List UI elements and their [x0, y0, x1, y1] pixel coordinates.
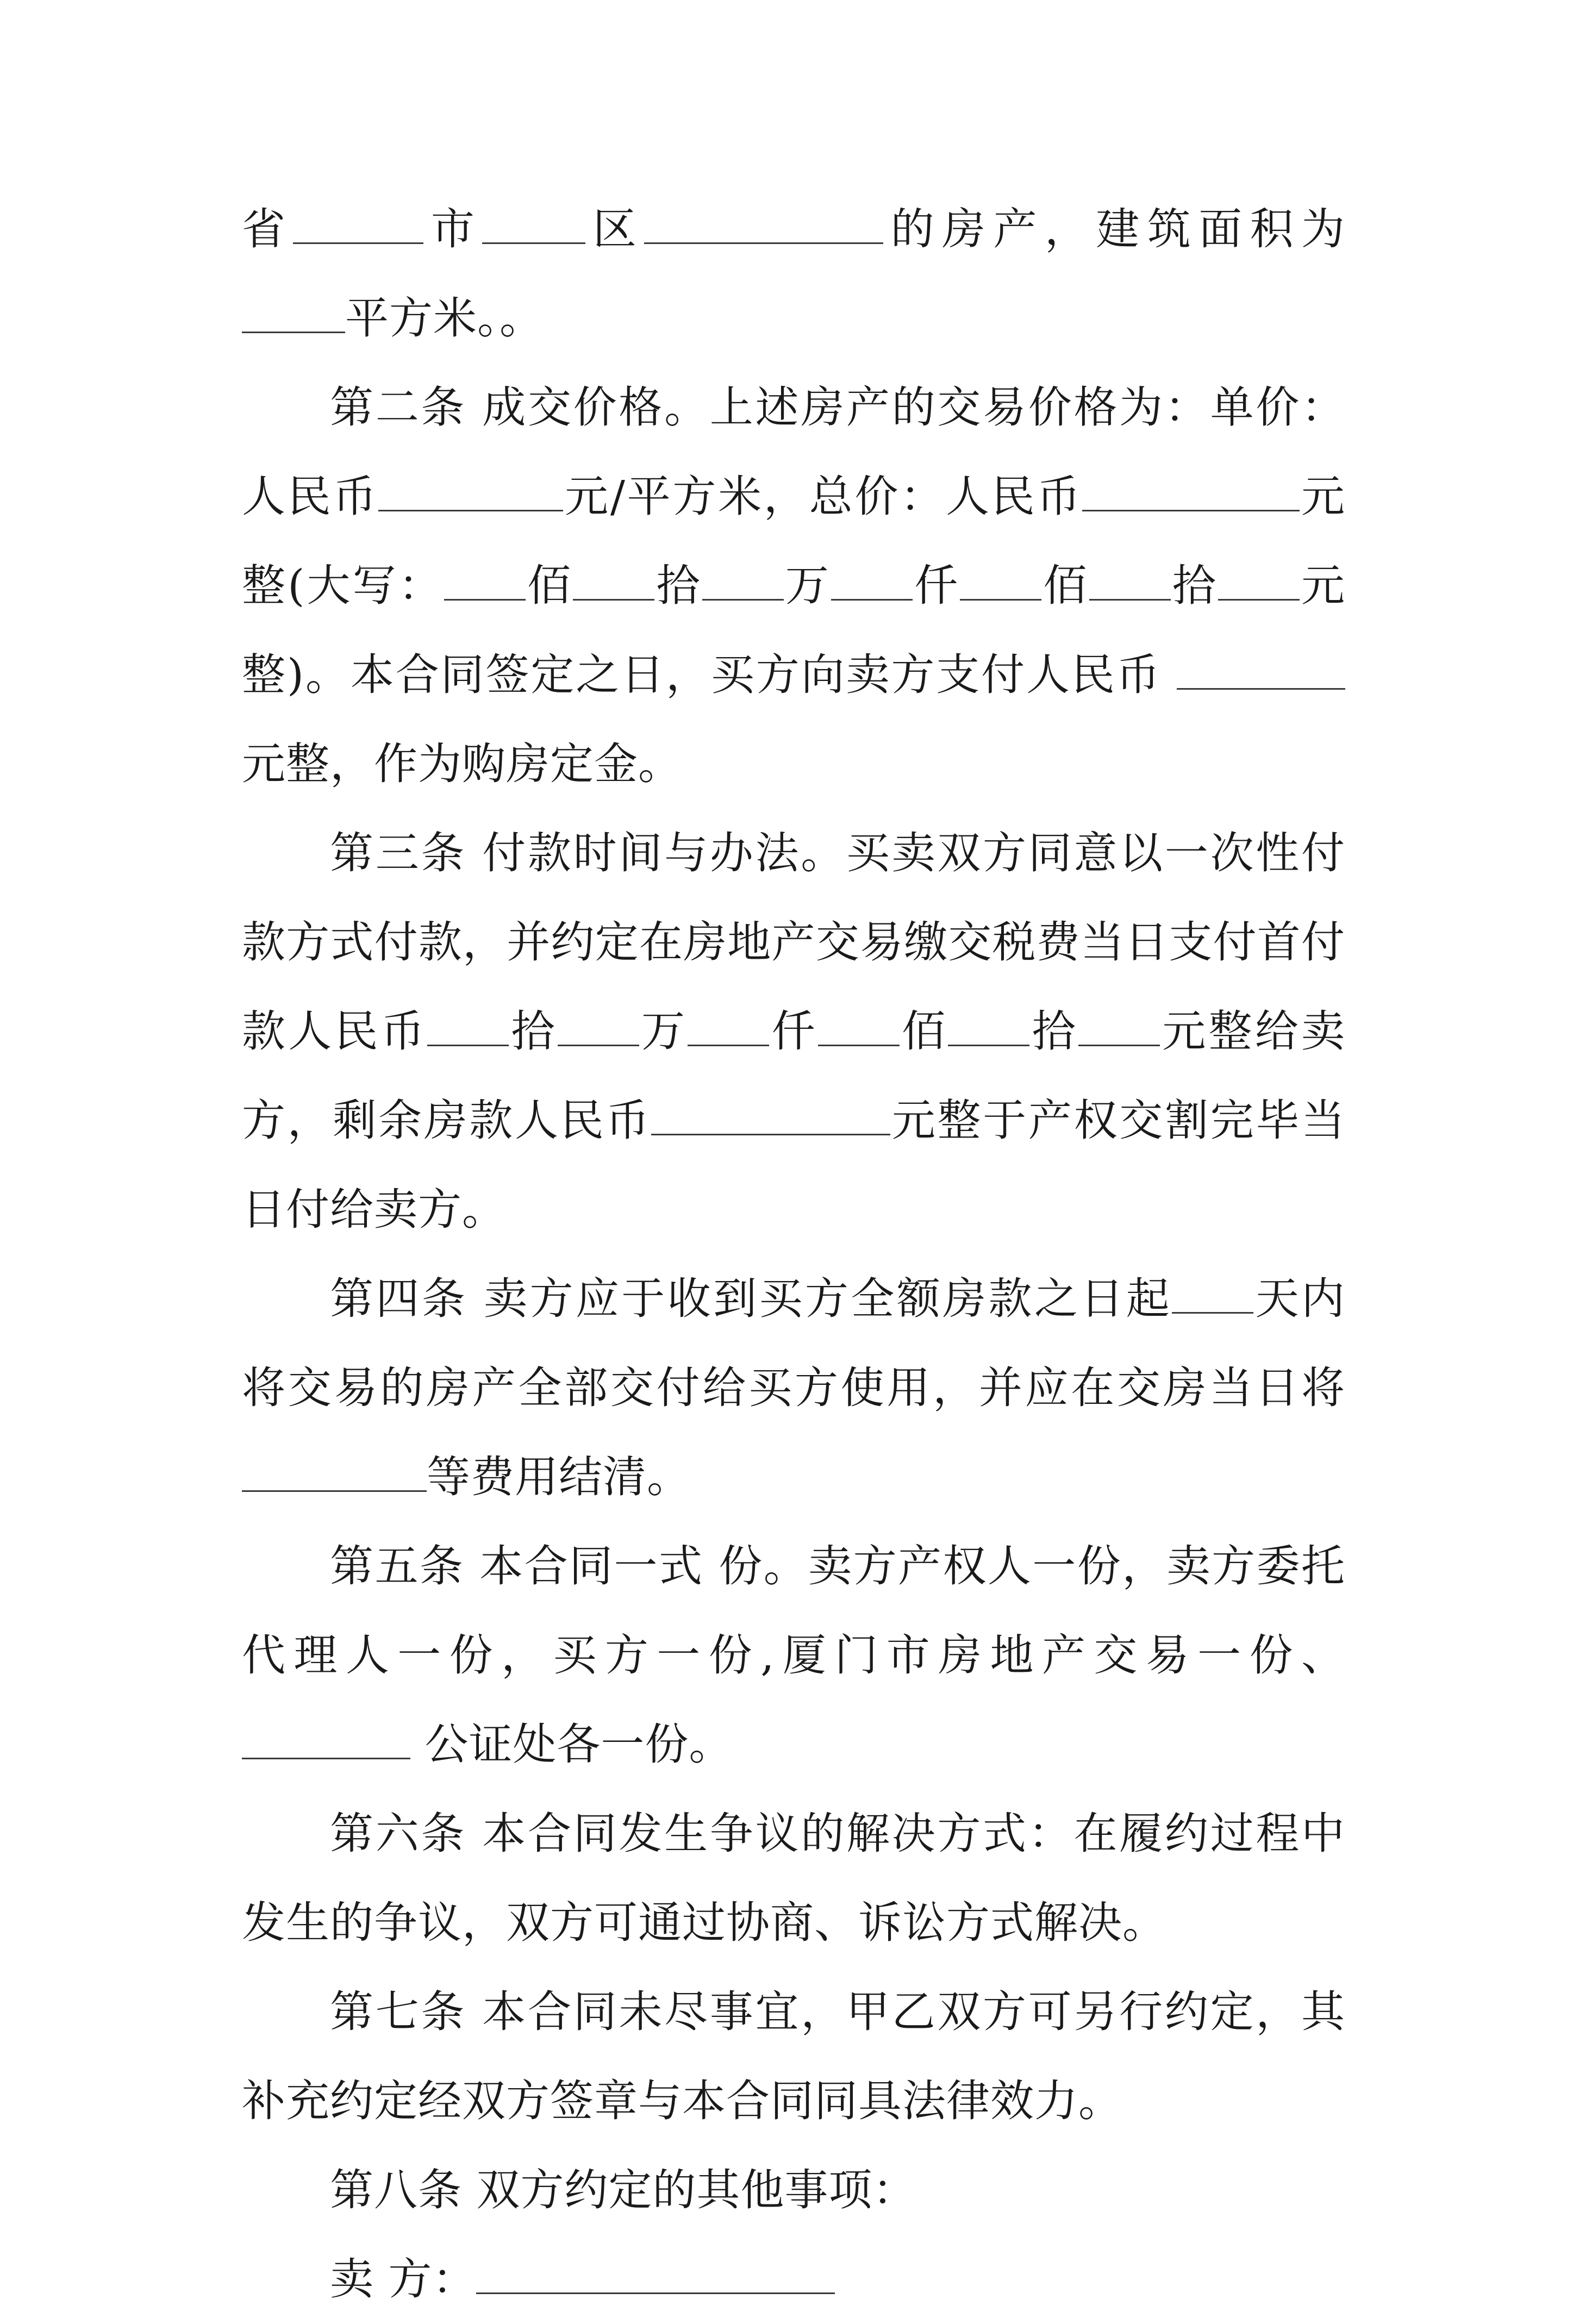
digit-blank	[960, 563, 1041, 601]
digit-label: 佰	[1041, 560, 1089, 611]
digit-label: 拾	[1029, 1006, 1078, 1057]
digit-blank	[444, 563, 526, 601]
digit-label: 拾	[1170, 560, 1218, 611]
district-blank	[644, 206, 883, 244]
digit-blank	[688, 1008, 769, 1046]
digit-label: 佰	[899, 1006, 948, 1057]
clause-4-text-3: 等费用结清。	[427, 1452, 691, 1502]
clause-8	[242, 2146, 1345, 2235]
clause-4	[242, 1254, 1345, 1522]
clause-7	[242, 1967, 1345, 2146]
clause-7-text-1: 本合同未尽事宜，甲乙双方可另行约定，其补充约定经双方签章与本合同同具法律效力。	[242, 1986, 1345, 2126]
clause-2-text-3: 元整(大写：	[242, 471, 1346, 611]
unit-price-blank	[378, 473, 563, 511]
clause-5-text-2: 公证处各一份。	[425, 1719, 733, 1770]
clause-2-text-1: 成交价格。上述房产的交易价格为：单价：人民币	[242, 382, 1345, 522]
digit-blank	[1089, 563, 1171, 601]
deposit-blank	[1177, 652, 1345, 690]
clause-2	[242, 363, 1345, 809]
digit-label: 佰	[525, 560, 573, 611]
digit-blank	[702, 563, 784, 601]
digit-blank	[573, 563, 654, 601]
clause-1-tail	[242, 185, 1345, 363]
clause-5-heading: 第五条	[330, 1541, 465, 1591]
seller-blank	[476, 2256, 835, 2294]
total-price-blank	[1082, 473, 1300, 511]
digit-label: 仟	[912, 560, 960, 611]
remaining-payment-blank	[651, 1097, 890, 1135]
digit-blank	[558, 1008, 639, 1046]
clause-7-heading: 第七条	[330, 1986, 467, 2037]
seller-signature-line	[242, 2235, 1345, 2324]
clause-6	[242, 1789, 1345, 1967]
province-blank	[293, 206, 423, 244]
district-label: 区	[585, 204, 645, 254]
days-blank	[1172, 1276, 1253, 1314]
clause-8-heading: 第八条	[330, 2165, 462, 2215]
clause-3-text-3: 元整于产权交割完毕当日付给卖方。	[242, 1095, 1346, 1235]
digit-blank	[818, 1008, 900, 1046]
digit-blank	[1218, 563, 1300, 601]
digit-blank	[831, 563, 913, 601]
clause-2-heading: 第二条	[330, 382, 467, 433]
clause-4-text-1: 卖方应于收到买方全额房款之日起	[484, 1273, 1172, 1324]
clause-4-text-2: 天内将交易的房产全部交付给买方使用，并应在交房当日将	[242, 1273, 1346, 1413]
digit-blank	[948, 1008, 1029, 1046]
digit-blank	[1078, 1008, 1160, 1046]
fees-blank	[242, 1454, 427, 1492]
clause-8-text-1: 双方约定的其他事项：	[476, 2165, 917, 2215]
city-blank	[482, 206, 585, 244]
area-blank	[242, 295, 345, 333]
digit-label: 万	[783, 560, 831, 611]
clause-2-text-2: 元/平方米，总价：人民币	[563, 471, 1083, 522]
clause-5	[242, 1522, 1345, 1789]
clause-3-heading: 第三条	[330, 828, 467, 878]
notary-blank	[242, 1721, 410, 1759]
digit-blank	[427, 1008, 509, 1046]
digit-label: 拾	[509, 1006, 558, 1057]
property-area-text: 的房产，建筑面积为	[883, 204, 1346, 254]
clause-5-text-1: 本合同一式 份。卖方产权人一份，卖方委托代理人一份，买方一份,厦门市房地产交易一份、	[242, 1541, 1345, 1680]
clause-6-text-1: 本合同发生争议的解决方式：在履约过程中发生的争议，双方可通过协商、诉讼方式解决。	[242, 1808, 1345, 1948]
clause-3-text-1: 付款时间与办法。买卖双方同意以一次性付款方式付款，并约定在房地产交易缴交税费当日支付首付款人民币	[242, 828, 1345, 1057]
contract-body	[242, 185, 1345, 2324]
area-unit-text: 平方米。。	[345, 293, 544, 343]
clause-3-text-2: 元整给卖方，剩余房款人民币	[242, 1006, 1346, 1146]
digit-label: 拾	[654, 560, 702, 611]
clause-4-heading: 第四条	[330, 1273, 468, 1324]
digit-label: 万	[639, 1006, 688, 1057]
clause-2-text-4: 元整)。本合同签定之日，买方向卖方支付人民币	[242, 560, 1346, 700]
city-label: 市	[423, 204, 483, 254]
digit-label: 仟	[769, 1006, 818, 1057]
clause-2-text-5: 元整，作为购房定金。	[242, 739, 682, 789]
province-label: 省	[242, 204, 294, 254]
clause-3	[242, 809, 1345, 1254]
clause-6-heading: 第六条	[330, 1808, 467, 1859]
seller-label: 卖 方：	[330, 2254, 477, 2304]
